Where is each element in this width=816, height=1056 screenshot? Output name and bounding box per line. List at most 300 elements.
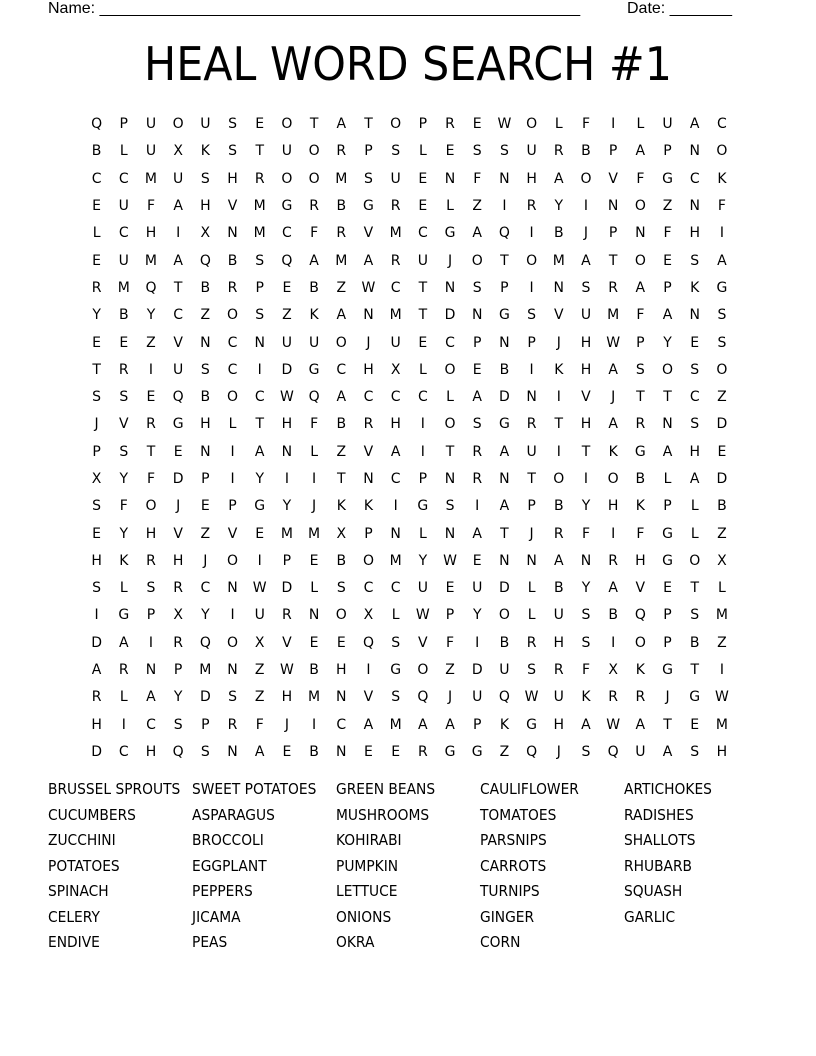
grid-letter: Q <box>607 743 619 760</box>
grid-letter: P <box>663 634 672 651</box>
grid-letter: W <box>714 689 729 706</box>
grid-letter: L <box>418 143 427 160</box>
word-list-item: ARTICHOKES <box>624 780 712 798</box>
grid-letter: A <box>118 634 129 651</box>
grid-letter: L <box>636 116 645 133</box>
grid-letter: J <box>611 389 616 406</box>
grid-letter: O <box>634 252 646 269</box>
grid-letter: L <box>92 225 101 242</box>
grid-letter: R <box>282 607 292 624</box>
grid-letter: J <box>312 498 317 515</box>
grid-letter: S <box>255 307 265 324</box>
grid-letter: B <box>200 279 211 296</box>
grid-letter: O <box>227 634 239 651</box>
grid-letter: N <box>580 552 592 569</box>
grid-letter: K <box>690 279 700 296</box>
grid-letter: F <box>636 170 645 187</box>
word-list-item: CORN <box>480 933 521 951</box>
grid-letter: P <box>418 471 428 487</box>
grid-letter: W <box>606 716 621 733</box>
grid-letter: U <box>499 662 510 679</box>
grid-row <box>83 329 743 356</box>
grid-letter: S <box>690 743 700 760</box>
word-list-item: GARLIC <box>624 907 676 926</box>
grid-letter: R <box>445 116 455 133</box>
grid-letter: D <box>172 471 184 487</box>
grid-letter: W <box>361 279 376 296</box>
grid-letter: S <box>472 416 482 433</box>
grid-letter: G <box>526 716 538 733</box>
grid-letter: O <box>335 334 347 351</box>
grid-letter: G <box>662 525 673 542</box>
grid-letter: B <box>581 143 591 160</box>
grid-row <box>83 548 743 575</box>
grid-letter: N <box>607 198 619 215</box>
grid-letter: I <box>583 198 589 215</box>
grid-letter: C <box>363 580 374 597</box>
grid-letter: O <box>716 143 728 160</box>
grid-letter: I <box>502 198 507 215</box>
grid-letter: F <box>310 225 319 242</box>
grid-letter: V <box>173 334 183 351</box>
grid-letter: E <box>418 334 428 351</box>
grid-letter: W <box>415 607 430 624</box>
grid-letter: X <box>608 662 618 679</box>
grid-letter: S <box>173 716 183 733</box>
grid-letter: X <box>336 525 347 542</box>
grid-letter: Z <box>445 662 455 679</box>
grid-letter: C <box>173 307 184 324</box>
grid-letter: R <box>118 662 129 679</box>
grid-row <box>83 220 743 247</box>
grid-letter: N <box>553 279 565 296</box>
grid-letter: A <box>635 279 646 296</box>
grid-letter: C <box>363 389 374 406</box>
grid-letter: I <box>583 471 589 487</box>
grid-row <box>83 193 743 220</box>
grid-letter: R <box>472 471 483 487</box>
grid-letter: N <box>200 334 211 351</box>
grid-letter: T <box>690 662 699 679</box>
grid-letter: Z <box>717 525 727 542</box>
grid-letter: S <box>255 252 265 269</box>
grid-letter: M <box>715 607 728 624</box>
grid-letter: L <box>446 198 454 215</box>
grid-letter: T <box>500 525 509 542</box>
grid-letter: S <box>690 607 700 624</box>
grid-letter: M <box>389 716 402 733</box>
grid-letter: S <box>228 116 237 133</box>
grid-letter: N <box>363 307 374 324</box>
grid-letter: E <box>282 279 292 296</box>
grid-row <box>83 302 743 329</box>
grid-letter: Y <box>554 198 564 215</box>
grid-letter: W <box>279 389 294 406</box>
grid-letter: H <box>145 225 157 242</box>
word-list-item: LETTUCE <box>336 882 398 900</box>
grid-letter: S <box>391 689 401 706</box>
grid-letter: O <box>145 498 157 515</box>
grid-letter: H <box>607 498 619 515</box>
word-list-item: POTATOES <box>48 856 120 875</box>
grid-letter: S <box>527 662 537 679</box>
grid-letter: C <box>689 170 700 187</box>
grid-letter: Z <box>336 443 347 460</box>
grid-letter: R <box>553 143 564 160</box>
grid-letter: C <box>445 334 455 351</box>
grid-letter: C <box>146 716 156 733</box>
grid-letter: S <box>472 143 482 160</box>
grid-letter: C <box>689 389 700 406</box>
grid-letter: N <box>200 443 211 460</box>
grid-letter: R <box>635 689 646 706</box>
grid-letter: T <box>173 279 183 296</box>
grid-letter: U <box>200 116 211 133</box>
grid-letter: N <box>227 743 238 760</box>
grid-letter: H <box>363 361 374 378</box>
grid-letter: G <box>308 361 320 378</box>
grid-letter: P <box>663 143 672 160</box>
grid-letter: X <box>390 361 401 378</box>
grid-letter: U <box>308 334 320 351</box>
grid-letter: V <box>363 225 374 242</box>
grid-letter: O <box>526 116 538 133</box>
grid-letter: I <box>719 225 724 242</box>
grid-letter: E <box>663 580 672 597</box>
grid-letter: D <box>444 307 456 324</box>
grid-letter: C <box>390 279 401 296</box>
grid-letter: K <box>635 498 645 515</box>
grid-letter: B <box>499 361 510 378</box>
grid-letter: A <box>581 252 591 269</box>
grid-row <box>83 739 743 766</box>
grid-letter: B <box>91 143 102 160</box>
grid-letter: H <box>91 552 102 569</box>
grid-letter: L <box>527 580 536 597</box>
grid-letter: L <box>690 525 699 542</box>
grid-letter: A <box>173 252 183 269</box>
grid-letter: B <box>336 198 347 215</box>
grid-letter: O <box>227 552 239 569</box>
grid-letter: X <box>200 225 211 242</box>
grid-letter: S <box>200 361 210 378</box>
grid-letter: G <box>363 198 374 215</box>
word-list-item: EGGPLANT <box>192 856 267 875</box>
word-list-item: ZUCCHINI <box>48 831 116 849</box>
grid-letter: D <box>471 662 483 679</box>
grid-letter: S <box>119 389 129 406</box>
word-list-item: SWEET POTATOES <box>192 780 317 798</box>
grid-letter: I <box>230 471 235 487</box>
grid-letter: S <box>581 634 591 651</box>
grid-letter: O <box>172 116 184 133</box>
grid-row <box>83 166 743 193</box>
grid-letter: H <box>200 416 211 433</box>
grid-letter: G <box>689 689 701 706</box>
grid-letter: H <box>689 225 700 242</box>
grid-letter: G <box>390 662 402 679</box>
grid-letter: U <box>145 116 157 133</box>
grid-letter: J <box>583 225 589 242</box>
grid-letter: Z <box>717 389 727 406</box>
grid-letter: F <box>446 634 455 651</box>
grid-letter: U <box>390 170 401 187</box>
grid-letter: L <box>310 443 318 460</box>
grid-letter: A <box>363 252 374 269</box>
grid-letter: I <box>556 443 561 460</box>
word-list-item: ENDIVE <box>48 933 100 951</box>
grid-letter: I <box>148 634 154 651</box>
grid-letter: N <box>308 607 320 624</box>
grid-letter: Q <box>199 252 211 269</box>
grid-letter: K <box>119 552 129 569</box>
grid-letter: Q <box>417 689 429 706</box>
word-list-item: CARROTS <box>480 856 547 875</box>
grid-letter: I <box>393 498 398 515</box>
grid-letter: A <box>608 361 618 378</box>
grid-letter: C <box>91 170 102 187</box>
grid-letter: R <box>146 416 156 433</box>
word-list-item: GINGER <box>480 907 535 926</box>
grid-letter: S <box>228 689 237 706</box>
grid-letter: D <box>281 580 293 597</box>
grid-letter: N <box>499 334 510 351</box>
grid-letter: L <box>119 143 128 160</box>
grid-letter: E <box>92 334 102 351</box>
grid-row <box>83 111 743 138</box>
grid-letter: L <box>446 389 454 406</box>
grid-letter: T <box>445 443 455 460</box>
grid-letter: C <box>336 361 347 378</box>
grid-letter: Q <box>91 116 103 133</box>
grid-letter: I <box>529 361 534 378</box>
grid-letter: M <box>144 170 158 187</box>
grid-letter: M <box>308 689 321 706</box>
grid-letter: H <box>390 416 401 433</box>
grid-letter: A <box>499 443 510 460</box>
grid-letter: S <box>391 143 401 160</box>
grid-letter: A <box>91 662 102 679</box>
grid-row <box>83 520 743 547</box>
grid-letter: P <box>663 607 672 624</box>
grid-letter: S <box>364 170 373 187</box>
grid-letter: N <box>471 307 483 324</box>
grid-letter: U <box>118 198 129 215</box>
grid-letter: W <box>497 116 512 133</box>
grid-letter: S <box>336 580 346 597</box>
grid-letter: R <box>526 416 537 433</box>
grid-letter: L <box>718 580 726 597</box>
word-list-item: CELERY <box>48 907 100 926</box>
grid-letter: M <box>389 552 402 569</box>
grid-letter: A <box>553 170 564 187</box>
grid-letter: H <box>145 743 157 760</box>
grid-letter: C <box>282 225 292 242</box>
grid-letter: M <box>389 307 402 324</box>
grid-letter: P <box>445 607 455 624</box>
grid-letter: T <box>527 471 536 487</box>
grid-letter: C <box>118 743 129 760</box>
grid-letter: Y <box>418 552 428 569</box>
grid-letter: G <box>498 307 510 324</box>
grid-letter: O <box>716 361 728 378</box>
grid-letter: I <box>284 471 289 487</box>
grid-letter: T <box>364 116 373 133</box>
grid-letter: Q <box>498 689 510 706</box>
grid-letter: Y <box>581 580 591 597</box>
grid-letter: R <box>173 580 184 597</box>
grid-letter: E <box>92 525 102 542</box>
grid-letter: N <box>689 307 700 324</box>
grid-letter: R <box>146 552 156 569</box>
grid-letter: L <box>418 525 427 542</box>
grid-letter: E <box>663 252 672 269</box>
grid-letter: R <box>417 743 428 760</box>
grid-letter: C <box>390 580 401 597</box>
grid-letter: A <box>146 689 156 706</box>
grid-letter: D <box>281 361 293 378</box>
grid-letter: H <box>580 361 592 378</box>
grid-letter: Z <box>146 334 156 351</box>
grid-letter: U <box>553 689 564 706</box>
grid-letter: J <box>176 498 181 515</box>
grid-letter: X <box>173 143 183 160</box>
grid-letter: S <box>92 580 102 597</box>
grid-letter: E <box>255 116 265 133</box>
grid-letter: E <box>92 198 102 215</box>
grid-letter: T <box>554 416 564 433</box>
grid-letter: O <box>227 389 239 406</box>
grid-letter: I <box>257 552 262 569</box>
grid-letter: D <box>91 634 102 651</box>
grid-letter: Q <box>526 743 538 760</box>
grid-letter: A <box>689 471 700 487</box>
grid-letter: E <box>445 580 455 597</box>
grid-letter: R <box>635 416 646 433</box>
grid-letter: C <box>227 361 238 378</box>
grid-letter: V <box>363 443 374 460</box>
grid-letter: A <box>336 307 347 324</box>
grid-letter: Q <box>362 634 374 651</box>
grid-letter: R <box>336 225 347 242</box>
grid-letter: T <box>663 716 672 733</box>
grid-letter: Q <box>498 225 510 242</box>
grid-letter: U <box>580 307 592 324</box>
page-title: HEAL WORD SEARCH #1 <box>144 37 672 91</box>
grid-letter: H <box>281 689 293 706</box>
grid-letter: G <box>417 498 429 515</box>
grid-letter: Y <box>146 307 156 324</box>
grid-letter: V <box>581 389 591 406</box>
grid-letter: A <box>689 116 700 133</box>
grid-letter: P <box>472 334 482 351</box>
grid-letter: S <box>200 170 210 187</box>
grid-row <box>83 275 743 302</box>
grid-letter: G <box>118 607 130 624</box>
grid-letter: O <box>471 252 483 269</box>
grid-letter: S <box>690 252 700 269</box>
grid-letter: Z <box>499 743 510 760</box>
grid-letter: C <box>118 225 129 242</box>
grid-letter: P <box>364 525 373 542</box>
grid-letter: U <box>635 743 646 760</box>
grid-letter: U <box>281 143 293 160</box>
grid-letter: K <box>499 716 509 733</box>
grid-letter: A <box>608 416 618 433</box>
grid-letter: T <box>146 443 156 460</box>
grid-letter: E <box>309 634 319 651</box>
grid-letter: F <box>146 198 155 215</box>
grid-letter: S <box>228 143 237 160</box>
grid-letter: V <box>227 525 238 542</box>
grid-letter: B <box>553 498 564 515</box>
grid-letter: G <box>662 552 673 569</box>
grid-letter: B <box>608 607 618 624</box>
grid-letter: Q <box>634 607 646 624</box>
grid-letter: R <box>309 198 319 215</box>
grid-letter: S <box>200 743 210 760</box>
grid-letter: A <box>635 143 646 160</box>
grid-letter: P <box>472 716 482 733</box>
grid-row <box>83 712 743 739</box>
grid-letter: J <box>284 716 289 733</box>
grid-letter: A <box>173 198 183 215</box>
grid-letter: V <box>282 634 292 651</box>
grid-letter: P <box>527 334 536 351</box>
grid-letter: C <box>254 389 265 406</box>
grid-letter: Y <box>472 607 482 624</box>
grid-letter: U <box>417 580 428 597</box>
grid-row <box>83 602 743 629</box>
grid-letter: N <box>145 662 157 679</box>
grid-letter: A <box>363 716 374 733</box>
grid-letter: R <box>608 689 619 706</box>
grid-letter: L <box>690 498 699 515</box>
grid-letter: I <box>556 389 561 406</box>
grid-letter: O <box>335 607 347 624</box>
grid-letter: E <box>717 443 727 460</box>
grid-letter: M <box>199 662 212 679</box>
grid-letter: P <box>282 552 292 569</box>
grid-letter: H <box>281 416 293 433</box>
grid-letter: N <box>227 225 238 242</box>
grid-letter: N <box>227 580 238 597</box>
grid-letter: B <box>336 552 347 569</box>
grid-row <box>83 466 743 493</box>
word-list-item: PARSNIPS <box>480 831 547 849</box>
grid-letter: S <box>635 361 645 378</box>
grid-letter: A <box>390 443 401 460</box>
word-list-item: SQUASH <box>624 882 683 900</box>
grid-letter: B <box>227 252 238 269</box>
grid-letter: Z <box>662 198 673 215</box>
grid-letter: H <box>91 716 102 733</box>
grid-letter: A <box>418 716 428 733</box>
grid-letter: E <box>336 634 346 651</box>
grid-letter: F <box>119 498 128 515</box>
grid-letter: I <box>475 498 480 515</box>
grid-letter: M <box>552 252 565 269</box>
grid-letter: Y <box>255 471 264 487</box>
grid-letter: B <box>118 307 129 324</box>
grid-letter: Z <box>254 662 265 679</box>
grid-letter: W <box>279 662 294 679</box>
grid-letter: T <box>500 252 509 269</box>
grid-letter: R <box>608 279 619 296</box>
grid-letter: S <box>119 443 129 460</box>
grid-letter: C <box>390 471 401 487</box>
grid-letter: I <box>312 716 317 733</box>
